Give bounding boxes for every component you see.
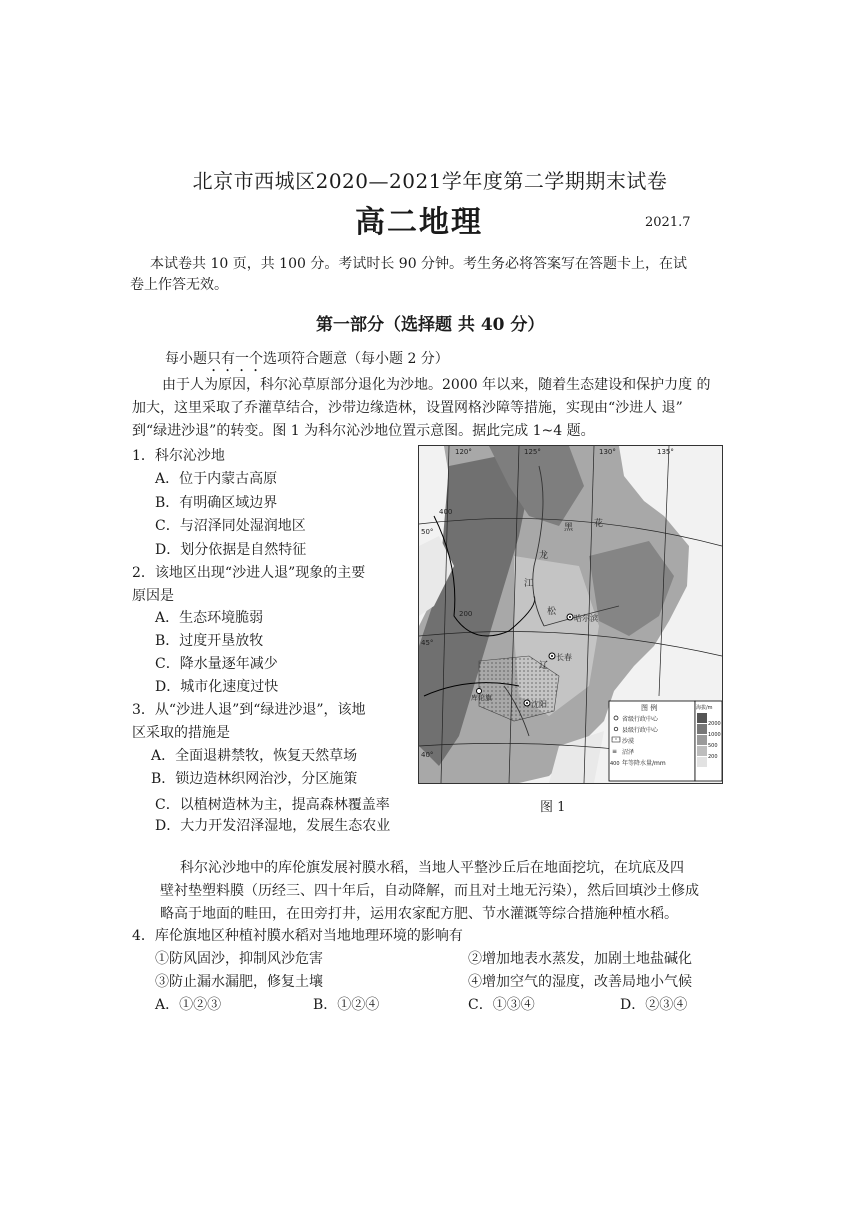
question-1-stem: 1．科尔沁沙地 xyxy=(132,448,225,464)
lon-label-125: 125° xyxy=(524,448,541,456)
lat-label-50: 50° xyxy=(421,528,434,536)
question-4-item-3: ③防止漏水漏肥，修复土壤 xyxy=(155,974,323,990)
city-harbin: 哈尔滨 xyxy=(574,614,598,623)
legend-title: 图 例 xyxy=(641,704,658,712)
river-char-song: 松 xyxy=(547,607,557,617)
instructions-line-1: 本试卷共 10 页，共 100 分。考试时长 90 分钟。考生务必将答案写在答题卡上，在试 xyxy=(150,256,688,272)
river-char-long: 龙 xyxy=(539,551,549,561)
keerqin-location-map xyxy=(418,445,723,784)
city-kulunqi: 库伦旗 xyxy=(471,694,492,702)
elevation-swatch-200 xyxy=(697,746,707,756)
question-2-option-b: B．过度开垦放牧 xyxy=(155,633,264,649)
question-1-option-d: D．划分依据是自然特征 xyxy=(155,542,307,558)
legend-desert: 沙漠 xyxy=(622,738,635,745)
question-3-option-d: D．大力开发沼泽湿地，发展生态农业 xyxy=(155,818,391,834)
exam-title: 北京市西城区2020—2021学年度第二学期期末试卷 xyxy=(192,169,668,193)
isohyet-label-200: 200 xyxy=(459,610,473,618)
question-4-choice-c: C．①③④ xyxy=(468,997,535,1013)
elevation-swatch-low xyxy=(697,757,707,767)
map-svg xyxy=(419,446,722,783)
map-legend xyxy=(609,701,722,781)
passage2-line-3: 略高于地面的畦田，在田旁打井，运用农家配方肥、节水灌溉等综合措施种植水稻。 xyxy=(160,906,678,922)
legend-swamp-symbol: ≡ xyxy=(612,748,618,755)
passage1-line-2: 加大，这里采取了乔灌草结合，沙带边缘造林，设置网格沙障等措施，实现由“沙进人 退” xyxy=(132,400,683,416)
question-2-option-d: D．城市化速度过快 xyxy=(155,679,279,695)
river-char-hei: 黑 xyxy=(564,523,574,533)
legend-provincial: 省级行政中心 xyxy=(622,716,659,723)
question-4-choice-b: B．①②④ xyxy=(313,997,380,1013)
subject-title: 高二地理 xyxy=(355,205,483,240)
lon-label-135: 135° xyxy=(657,448,674,456)
legend-isohyet: 年等降水量/mm xyxy=(622,760,666,767)
hint-prefix: 每小题 xyxy=(165,351,207,367)
question-3-option-c: C．以植树造林为主，提高森林覆盖率 xyxy=(155,797,390,813)
legend-isohyet-value: 400 xyxy=(610,761,620,767)
elevation-swatch-1000 xyxy=(697,724,707,734)
lat-label-40: 40° xyxy=(421,751,434,759)
question-4-item-4: ④增加空气的湿度，改善局地小气候 xyxy=(468,974,692,990)
question-3-option-a: A．全面退耕禁牧，恢复天然草场 xyxy=(151,748,358,764)
lon-label-120: 120° xyxy=(455,448,472,456)
instructions-line-2: 卷上作答无效。 xyxy=(130,277,228,293)
city-shenyang: 沈阳 xyxy=(531,700,547,709)
question-4-item-2: ②增加地表水蒸发，加剧土地盐碱化 xyxy=(468,951,692,967)
question-2-stem-line-1: 2．该地区出现“沙进人退”现象的主要 xyxy=(132,565,366,581)
question-1-option-a: A．位于内蒙古高原 xyxy=(155,471,278,487)
elevation-title: 海拔/m xyxy=(696,705,713,711)
river-char-hua: 花 xyxy=(594,519,604,529)
question-1-option-b: B．有明确区域边界 xyxy=(155,495,278,511)
lon-label-130: 130° xyxy=(599,448,616,456)
passage1-line-1: 由于人为原因，科尔沁草原部分退化为沙地。2000 年以来，随着生态建设和保护力度 的 xyxy=(162,377,711,393)
passage2-line-2: 壁衬垫塑料膜（历经三、四十年后，自动降解，而且对土地无污染），然后回填沙土修成 xyxy=(160,883,699,899)
question-1-option-c: C．与沼泽同处湿润地区 xyxy=(155,518,306,534)
elevation-swatch-2000 xyxy=(697,713,707,723)
question-3-stem-line-1: 3．从“沙进人退”到“绿进沙退”，该地 xyxy=(132,702,366,718)
question-2-option-a: A．生态环境脆弱 xyxy=(155,610,264,626)
passage2-line-1: 科尔沁沙地中的库伦旗发展衬膜水稻，当地人平整沙丘后在地面挖坑，在坑底及四 xyxy=(180,860,684,876)
part1-heading: 第一部分（选择题 共 40 分） xyxy=(316,315,545,335)
passage1-line-3: 到“绿进沙退”的转变。图 1 为科尔沁沙地位置示意图。据此完成 1~4 题。 xyxy=(132,423,595,439)
question-2-option-c: C．降水量逐年减少 xyxy=(155,656,278,672)
question-4-stem: 4．库伦旗地区种植衬膜水稻对当地地理环境的影响有 xyxy=(132,928,463,944)
question-3-stem-line-2: 区采取的措施是 xyxy=(132,725,230,741)
legend-county: 县级行政中心 xyxy=(622,727,659,734)
isohyet-label-400: 400 xyxy=(439,508,453,516)
question-3-option-b: B．锁边造林织网治沙，分区施策 xyxy=(151,771,358,787)
question-4-choice-a: A．①②③ xyxy=(155,997,222,1013)
question-4-choice-d: D．②③④ xyxy=(620,997,688,1013)
lat-label-45: 45° xyxy=(421,639,434,647)
elevation-200: 200 xyxy=(708,754,718,760)
river-char-liao: 辽 xyxy=(539,661,549,671)
hint-emphasis: 只有一个 xyxy=(207,351,263,367)
river-char-jiang: 江 xyxy=(524,579,534,589)
elevation-2000: 2000 xyxy=(708,721,721,727)
exam-date: 2021.7 xyxy=(645,215,691,230)
elevation-1000: 1000 xyxy=(708,732,721,738)
legend-swamp: 沼泽 xyxy=(622,749,635,756)
hint-suffix: 选项符合题意（每小题 2 分） xyxy=(263,351,449,367)
part1-hint xyxy=(165,348,449,375)
elevation-swatch-500 xyxy=(697,735,707,745)
question-2-stem-line-2: 原因是 xyxy=(132,588,174,604)
question-4-item-1: ①防风固沙，抑制风沙危害 xyxy=(155,951,323,967)
elevation-500: 500 xyxy=(708,743,718,749)
figure-caption: 图 1 xyxy=(540,800,566,815)
city-changchun: 长春 xyxy=(556,653,572,662)
